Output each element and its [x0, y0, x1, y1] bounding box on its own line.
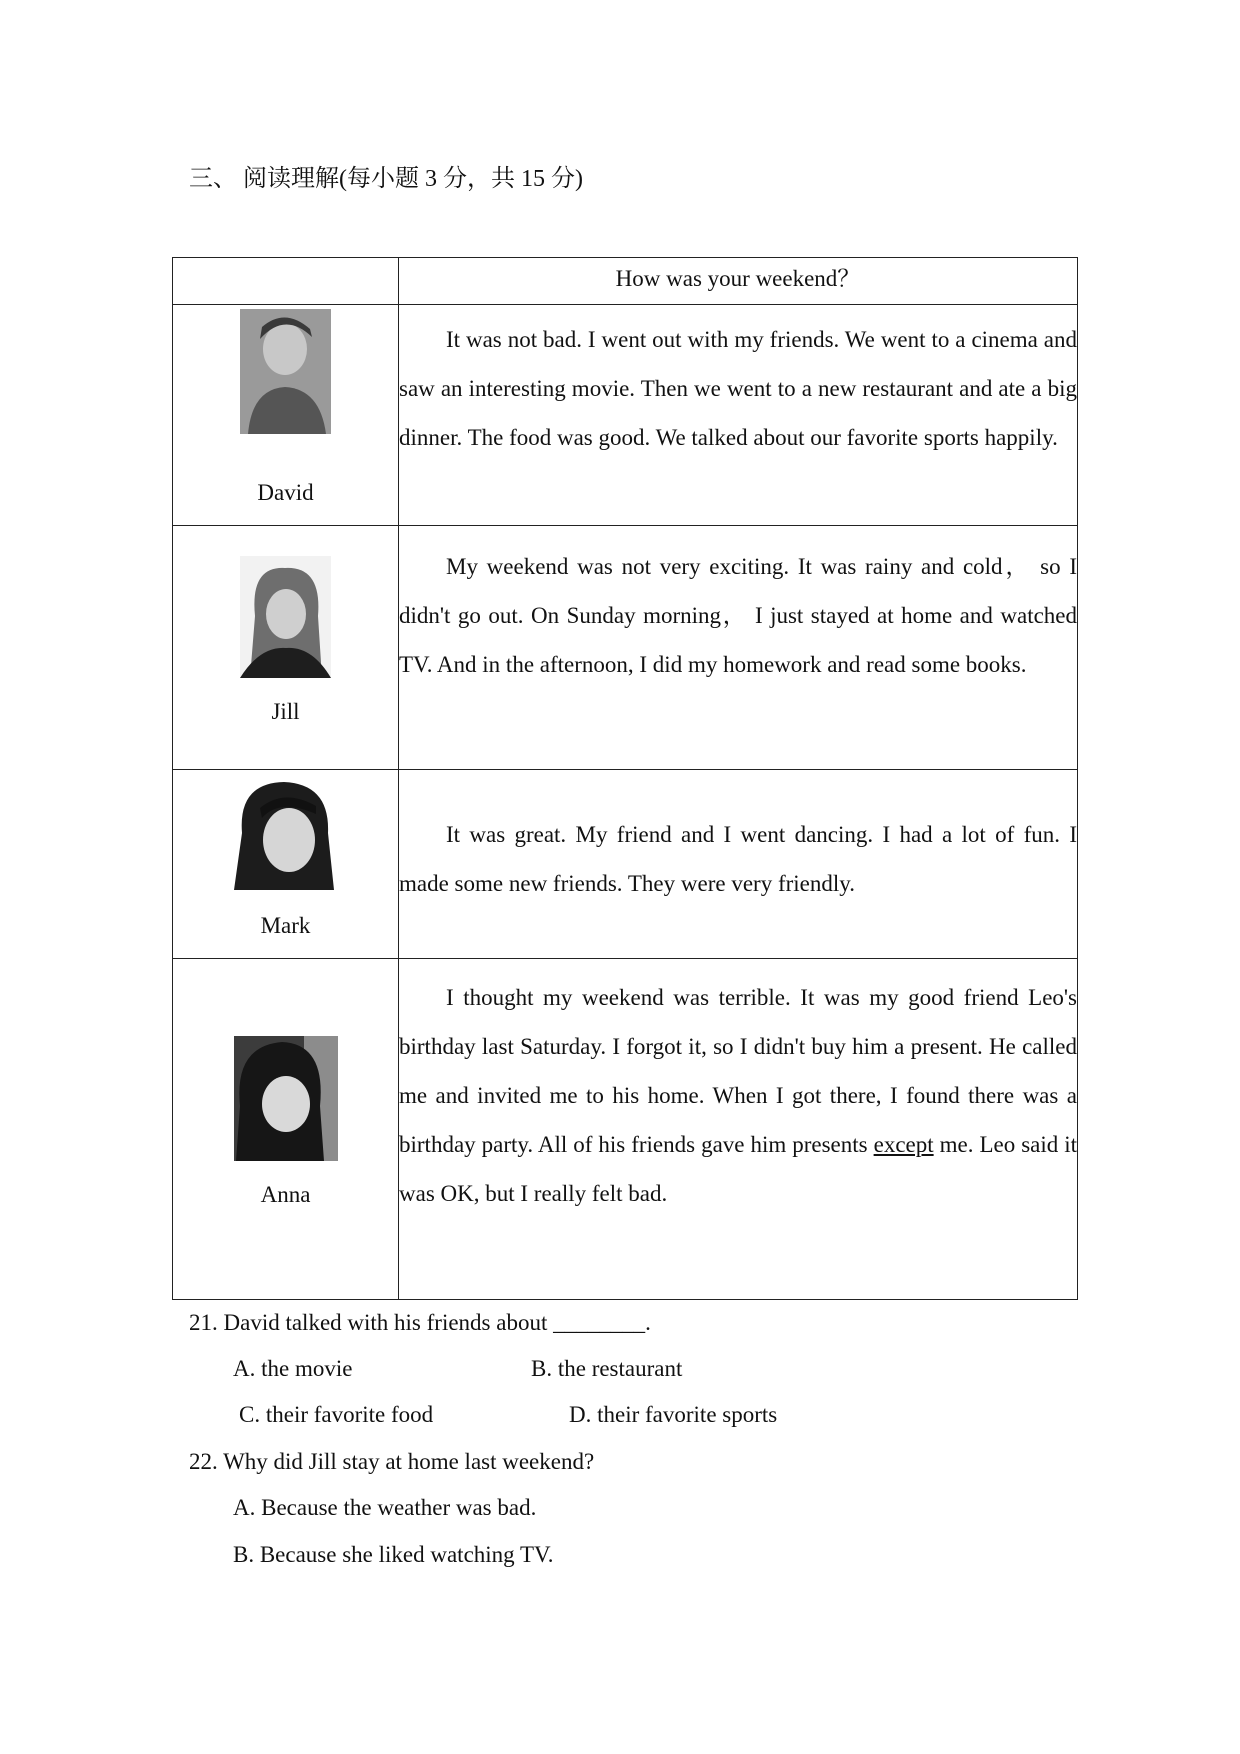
question-22-option-b: B. Because she liked watching TV.: [233, 1542, 554, 1567]
girl-portrait-icon: [234, 1036, 338, 1161]
underlined-word: except: [873, 1132, 934, 1157]
table-header-title: How was your weekend？: [615, 266, 861, 291]
person-name: David: [257, 480, 314, 505]
question-21-option-c: C. their favorite food: [239, 1402, 434, 1427]
table-row: [173, 770, 1078, 959]
question-22-stem: 22. Why did Jill stay at home last weekend?: [189, 1449, 595, 1474]
question-21-option-a: A. the movie: [233, 1356, 353, 1381]
portrait-photo-jill: [240, 556, 331, 678]
question-22-option-a: A. Because the weather was bad.: [233, 1495, 537, 1520]
name-cell-jill: [173, 526, 399, 770]
table-row: [173, 526, 1078, 770]
passage-text: It was great. My friend and I went dancing. I had a lot of fun. I made some new friends. They were very friendly.: [399, 822, 1077, 896]
passage-cell-jill: [399, 526, 1078, 770]
boy-portrait-icon: [234, 778, 337, 890]
passage-text-part: I thought my weekend was terrible. It was my good friend Leo's birthday last Saturday. I forgot it, so I didn't buy him a present. He called me and invited me to his home. When I got there, I found there was a birthday party. All of his friends gave him presents: [399, 985, 1077, 1157]
name-cell-mark: [173, 770, 399, 959]
passage-text-part: me. Leo said it was OK, but I really felt bad.: [399, 1132, 1078, 1206]
question-21-option-b: B. the restaurant: [531, 1356, 683, 1381]
name-cell-anna: [173, 959, 399, 1300]
section-title: 三、 阅读理解(每小题 3 分，共 15 分): [189, 166, 583, 192]
passage-cell-mark: [399, 770, 1078, 959]
girl-portrait-icon: [240, 556, 331, 678]
header-cell: [399, 258, 1078, 305]
passage-text: It was not bad. I went out with my friends. We went to a cinema and saw an interesting movie. Then we went to a new restaurant and ate a big dinner. The food was good. We talked about our favorite sports happily.: [399, 327, 1077, 450]
person-name: Anna: [260, 1182, 311, 1207]
boy-portrait-icon: [240, 309, 331, 434]
question-21-stem: 21. David talked with his friends about ________.: [189, 1310, 651, 1335]
person-name: Jill: [271, 699, 300, 724]
table-row: [173, 305, 1078, 526]
person-name: Mark: [260, 913, 311, 938]
table-header-row: [173, 258, 1078, 305]
passage-cell-anna: [399, 959, 1078, 1300]
portrait-photo-mark: [234, 778, 337, 890]
header-empty-cell: [173, 258, 399, 305]
passage-text: [399, 973, 1077, 1218]
portrait-photo-anna: [234, 1036, 338, 1161]
name-cell-david: [173, 305, 399, 526]
portrait-photo-david: [240, 309, 331, 434]
table-row: [173, 959, 1078, 1300]
reading-table: [172, 257, 1078, 1300]
passage-cell-david: [399, 305, 1078, 526]
question-21-option-d: D. their favorite sports: [569, 1402, 778, 1427]
passage-text: My weekend was not very exciting. It was rainy and cold， so I didn't go out. On Sunday morning， I just stayed at home and watched TV. And in the afternoon, I did my homework and read some books.: [399, 554, 1077, 677]
